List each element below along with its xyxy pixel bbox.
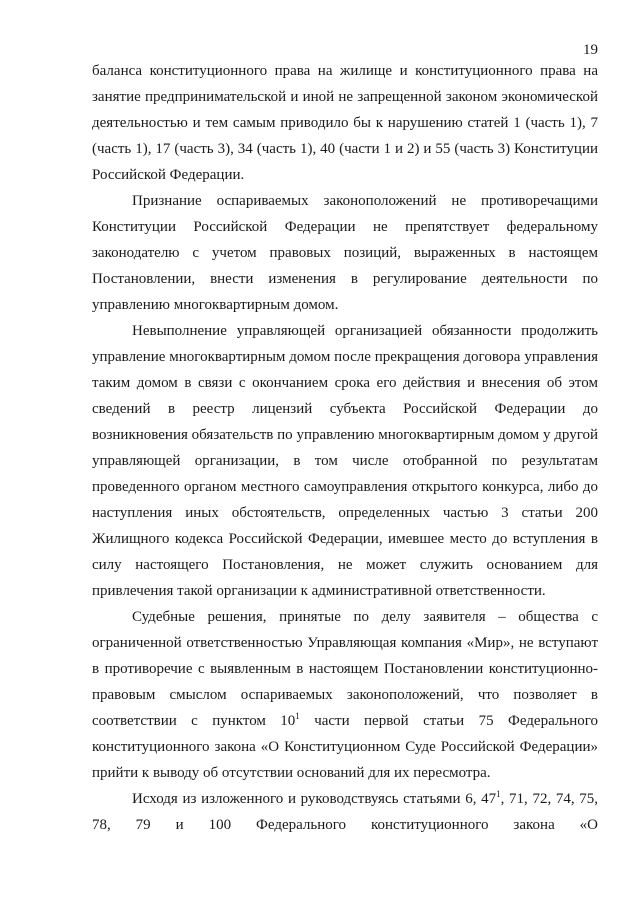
- paragraph-court-decisions: [92, 604, 598, 786]
- paragraph-recognition: [92, 188, 598, 318]
- paragraph-text: части первой статьи 75 Федерального конституционного закона «О Конституционном Суде Российской Федерации» прийти к выводу об отсутствии оснований для их пересмотра.: [92, 713, 598, 781]
- page-number: 19: [583, 42, 598, 58]
- paragraph-text: Признание оспариваемых законоположений не противоречащими Конституции Российской Федерации не препятствует федеральному законодателю с учетом правовых позиций, выраженных в настоящем Постановлении, внести изменения в регулирование деятельности по управлению многоквартирным домом.: [92, 193, 598, 313]
- paragraph-non-fulfillment: [92, 318, 598, 604]
- paragraph-text: баланса конституционного права на жилище и конституционного права на занятие предпринимательской и иной не запрещенной законом экономической деятельностью и тем самым приводило бы к нарушению статей 1 (часть 1), 7 (часть 1), 17 (часть 3), 34 (часть 1), 40 (части 1 и 2) и 55 (часть 3) Конституции Российской Федерации.: [92, 63, 598, 183]
- paragraph-text: Судебные решения, принятые по делу заявителя – общества с ограниченной ответственностью Управляющая компания «Мир», не вступают в противоречие с выявленным в настоящем Постановлении конституционно-правовым смыслом оспариваемых законоположений, что позволяет в соответствии с пунктом 10: [92, 609, 598, 729]
- paragraph-text: Невыполнение управляющей организацией обязанности продолжить управление многоквартирным домом после прекращения договора управления таким домом в связи с окончанием срока его действия и внесения об этом сведений в реестр лицензий субъекта Российской Федерации до возникновения обязательств по управлению многоквартирным домом у другой управляющей организации, в том числе отобранной по результатам проведенного органом местного самоуправления открытого конкурса, либо до наступления иных обстоятельств, определенных частью 3 статьи 200 Жилищного кодекса Российской Федерации, имевшее место до вступления в силу настоящего Постановления, не может служить основанием для привлечения такой организации к административной ответственности.: [92, 323, 598, 599]
- superscript-marker: 1: [496, 789, 501, 799]
- paragraph-text: Исходя из изложенного и руководствуясь статьями 6, 47: [132, 791, 497, 807]
- paragraph-continuation: [92, 58, 598, 188]
- superscript-marker: 1: [295, 711, 300, 721]
- document-body: [92, 58, 598, 838]
- paragraph-text: , 71, 72, 74, 75, 78, 79 и 100 Федерального конституционного закона «О: [92, 791, 598, 833]
- paragraph-based-on: [92, 786, 598, 838]
